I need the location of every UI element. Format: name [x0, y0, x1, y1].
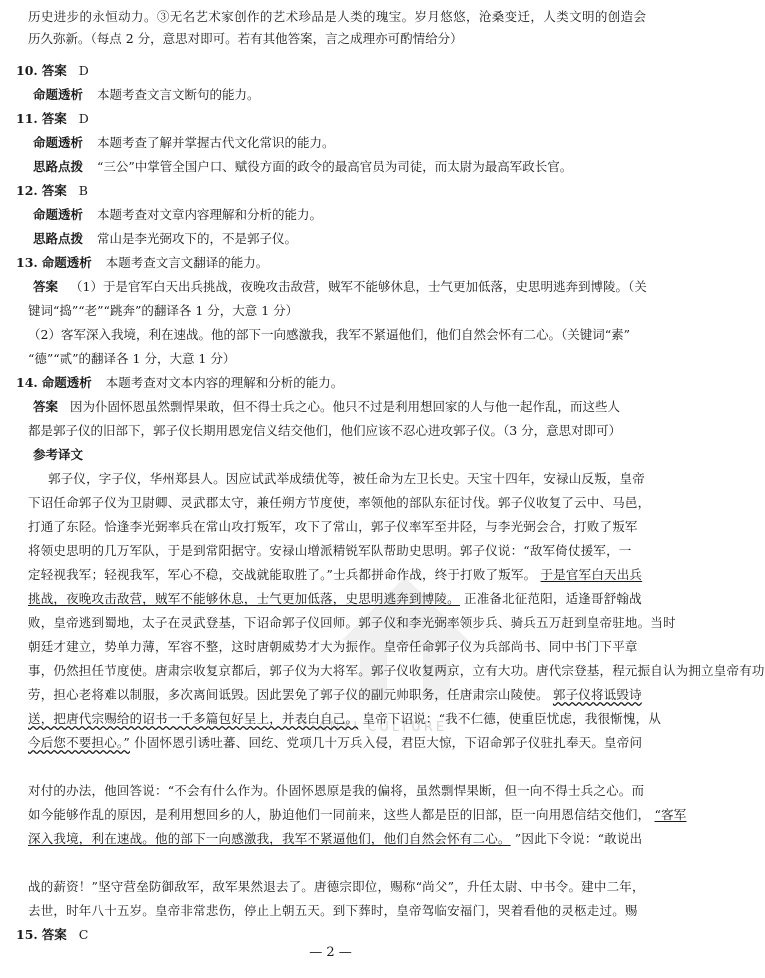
body-line: 历久弥新。（每点 2 分，意思对即可。若有其他答案，言之成理亦可酌情给分）: [28, 31, 463, 46]
q12-hint: [33, 230, 297, 248]
translation-label: 参考译文: [33, 447, 84, 462]
body-line: 打通了东陉。恰逢李光弼率兵在常山攻打叛军，攻下了常山，郭子仪率军至井陉，与李光弼会合，打败了叛军: [28, 519, 638, 534]
underlined-text: 挑战，夜晚攻击敌营，贼军不能够休息，士气更加低落，史思明逃奔到博陵。: [28, 591, 460, 606]
question-number: 15.: [16, 927, 38, 942]
analysis-text: 本题考查文言文断句的能力。: [97, 87, 260, 102]
wavy-underlined-text: 今后您不要担心。”: [28, 735, 130, 750]
analysis-label: 命题透析: [33, 87, 84, 102]
q15-heading: [16, 926, 88, 944]
question-number: 11.: [16, 111, 38, 126]
wavy-underlined-text: 郭子仪将诋毁诗: [552, 687, 642, 702]
body-line: [28, 734, 642, 752]
body-line: 战的薪资！”坚守营垒防御敌军，敌军果然退去了。唐德宗即位，赐称“尚父”，升任太尉、中书令。建中二年，: [28, 879, 645, 894]
plain-text: 皇帝下诏说：“我不仁德，使重臣忧虑，我很惭愧，从: [362, 711, 662, 726]
body-line: 都是郭子仪的旧部下，郭子仪长期用恩宠信义结交他们，他们应该不忍心进攻郭子仪。（3 分，意思对即可）: [28, 423, 622, 438]
question-number: 14.: [16, 375, 38, 390]
body-line: 下诏任命郭子仪为卫尉卿、灵武郡太守，兼任朔方节度使，率领他的部队东征讨伐。郭子仪收复了云中、马邑，: [28, 495, 651, 510]
analysis-label: 命题透析: [41, 255, 92, 270]
answer-value: C: [78, 927, 89, 942]
answer-value: D: [78, 63, 89, 78]
answer-label: 答案: [41, 927, 67, 942]
body-line: [28, 710, 661, 728]
underlined-text: 于是官军白天出兵: [540, 567, 643, 582]
body-line: 朝廷才建立，势单力薄，军容不整，这时唐朝威势才大为振作。皇帝任命郭子仪为兵部尚书、同中书门下平章: [28, 639, 638, 654]
body-line: 败，皇帝逃到蜀地，太子在灵武登基，下诏命郭子仪回师。郭子仪和李光弼率领步兵、骑兵五万赶到皇帝驻地。当时: [28, 615, 676, 630]
body-line: 将领史思明的几万军队，于是到常阳据守。安禄山增派精锐军队帮助史思明。郭子仪说：“敌军倚仗援军，一: [28, 543, 632, 558]
hint-label: 思路点拨: [33, 231, 84, 246]
wavy-underlined-text: 送，把唐代宗赐给的诏书一千多篇包好呈上，并表白自己。: [28, 711, 359, 726]
body-line: 去世，时年八十五岁。皇帝非常悲伤，停止上朝五天。到下葬时，皇帝驾临安福门，哭着看他的灵柩走过。赐: [28, 903, 638, 918]
q11-analysis: [33, 134, 335, 152]
body-line: [28, 686, 642, 704]
answer-label: 答案: [41, 111, 67, 126]
plain-text: 定轻视我军；轻视我军，军心不稳，交战就能取胜了。”士兵都拼命作战，终于打败了叛军。: [28, 567, 537, 582]
answer-label: 答案: [33, 399, 59, 414]
plain-text: 正准备北征范阳，适逢哥舒翰战: [464, 591, 642, 606]
analysis-label: 命题透析: [33, 135, 84, 150]
body-line: [28, 806, 687, 824]
underlined-text: “客军: [654, 807, 687, 822]
body-line: [28, 590, 642, 608]
answer-value: D: [78, 111, 89, 126]
hint-text: 常山是李光弼攻下的，不是郭子仪。: [97, 231, 298, 246]
answer-text: （1）于是官军白天出兵挑战，夜晚攻击敌营，贼军不能够休息，士气更加低落，史思明逃奔到博陵。（关: [70, 279, 647, 294]
answer-label: 答案: [33, 279, 59, 294]
q12-analysis: [33, 206, 322, 224]
body-line: 历史进步的永恒动力。③无名艺术家创作的艺术珍品是人类的瑰宝。岁月悠悠，沧桑变迁，人类文明的创造会: [28, 9, 646, 24]
body-line: 对付的办法，他回答说：“不会有什么作为。仆固怀恩原是我的偏将，虽然剽悍果断，但一向不得士兵之心。而: [28, 783, 645, 798]
q10-analysis: [33, 86, 260, 104]
plain-text: 劳，担心老将难以制服，多次离间诋毁。因此罢免了郭子仪的副元帅职务，任唐肃宗山陵使。: [28, 687, 549, 702]
hint-label: 思路点拨: [33, 159, 84, 174]
answer-label: 答案: [41, 63, 67, 78]
plain-text: 仆固怀恩引诱吐蕃、回纥、党项几十万兵入侵，君臣大惊，下诏命郭子仪驻扎奉天。皇帝问: [134, 735, 643, 750]
question-number: 12.: [16, 183, 38, 198]
body-line: 事，仍然担任节度使。唐肃宗收复京都后，郭子仪为大将军。郭子仪收复两京，立有大功。唐代宗登基，程元振自认为拥立皇帝有功: [28, 663, 765, 678]
body-line: 键词“捣”“老”“跳奔”的翻译各 1 分，大意 1 分）: [28, 303, 299, 318]
analysis-text: 本题考查文言文翻译的能力。: [105, 255, 269, 270]
analysis-label: 命题透析: [41, 375, 92, 390]
analysis-text: 本题考查对文本内容的理解和分析的能力。: [105, 375, 344, 390]
body-line: [28, 830, 642, 848]
body-line: 郭子仪，字子仪，华州郑县人。因应试武举成绩优等，被任命为左卫长史。天宝十四年，安禄山反叛，皇帝: [48, 471, 645, 486]
hint-text: “三公”中掌管全国户口、赋役方面的政令的最高官员为司徒，而太尉为最高军政长官。: [97, 159, 573, 174]
question-number: 10.: [16, 63, 38, 78]
body-line: （2）客军深入我境，利在速战。他的部下一向感激我，我军不紧逼他们，他们自然会怀有二心。（关键词“素”: [28, 327, 630, 342]
page-number: — 2 —: [309, 945, 352, 960]
q14-heading: [16, 374, 343, 392]
underlined-text: 深入我境，利在速战。他的部下一向感激我，我军不紧逼他们，他们自然会怀有二心。: [28, 831, 511, 846]
plain-text: 如今能够作乱的原因，是利用想回乡的人，胁迫他们一同前来，这些人都是臣的旧部，臣一向用恩信结交他们，: [28, 807, 651, 822]
analysis-text: 本题考查对文章内容理解和分析的能力。: [97, 207, 323, 222]
answer-label: 答案: [41, 183, 67, 198]
question-number: 13.: [16, 255, 38, 270]
analysis-label: 命题透析: [33, 207, 84, 222]
q11-hint: [33, 158, 572, 176]
answer-value: B: [78, 183, 88, 198]
q12-heading: [16, 182, 88, 200]
q13-heading: [16, 254, 268, 272]
q11-heading: [16, 110, 89, 128]
q10-heading: [16, 62, 89, 80]
body-line: [28, 566, 642, 584]
body-line: “德”“贰”的翻译各 1 分，大意 1 分）: [28, 351, 236, 366]
analysis-text: 本题考查了解并掌握古代文化常识的能力。: [97, 135, 335, 150]
watermark-text: TIANYI CULTURE: [300, 720, 448, 735]
q14-answer: [33, 398, 620, 416]
q13-answer-1: [33, 278, 647, 296]
plain-text: ”因此下令说：“敢说出: [514, 831, 643, 846]
answer-text: 因为仆固怀恩虽然剽悍果敢，但不得士兵之心。他只不过是利用想回家的人与他一起作乱，而这些人: [70, 399, 621, 414]
